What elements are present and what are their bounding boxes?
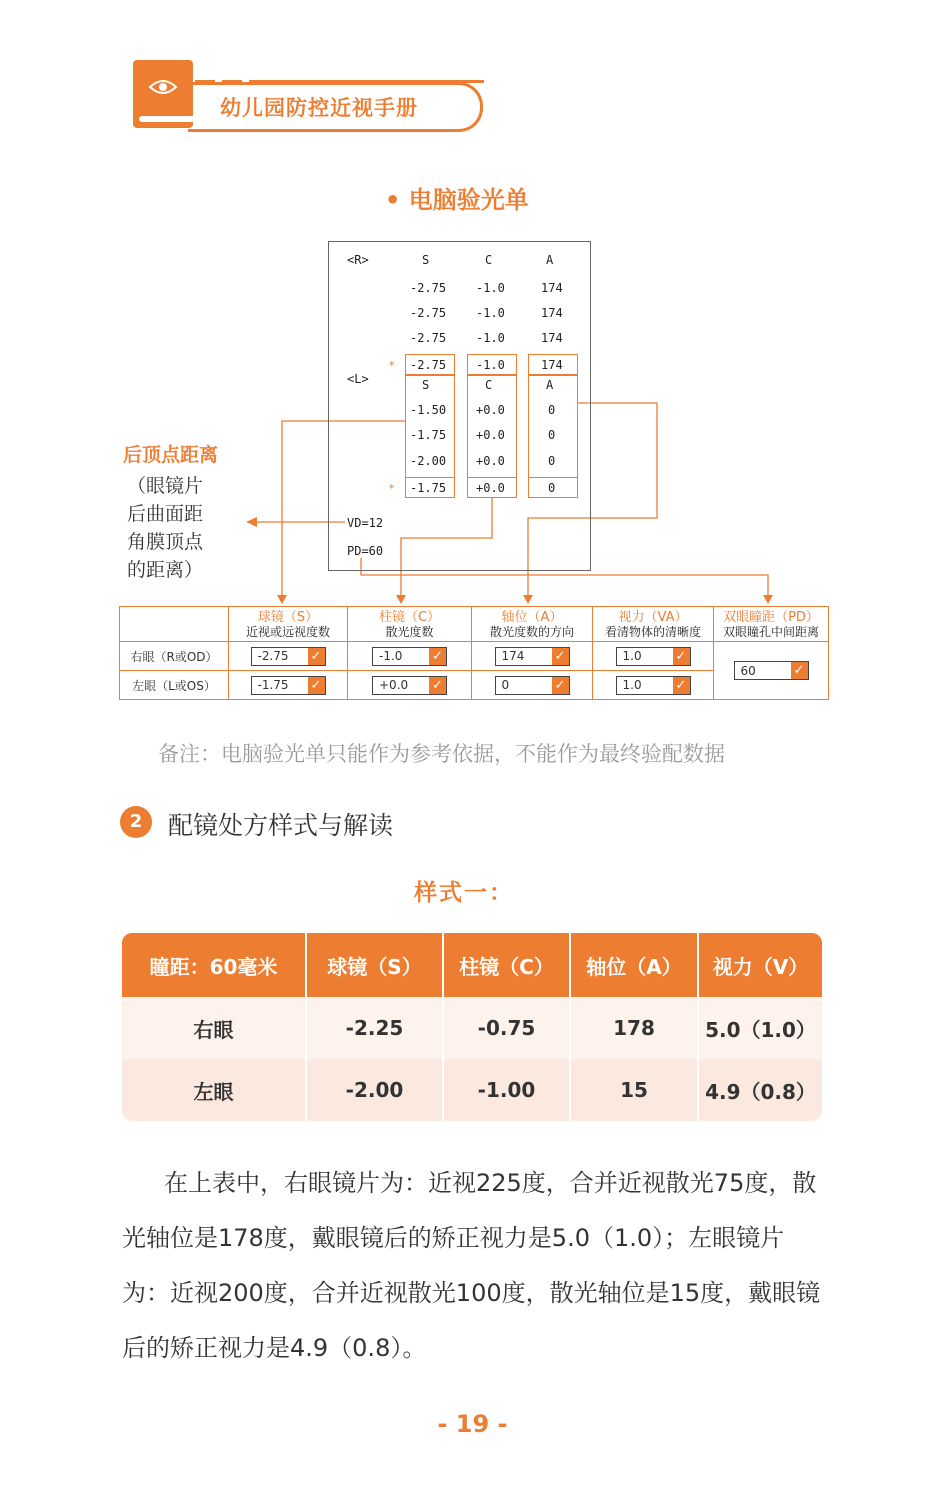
r-row2-c: -1.0 (476, 306, 505, 320)
row-label-right: 右眼（R或OD） (120, 642, 229, 671)
check-icon: ✓ (552, 677, 569, 694)
l-row3-a: 0 (548, 454, 556, 468)
l-avg-a: 0 (548, 481, 556, 495)
vertex-distance-label: 后顶点距离 (123, 444, 219, 466)
row-cylinder: -0.75 (443, 997, 570, 1059)
header-acuity: 视力（VA） 看清物体的清晰度 (593, 607, 714, 642)
l-row2-a: 0 (548, 428, 556, 442)
check-icon: ✓ (429, 648, 446, 665)
l-row3-s: -2.00 (410, 454, 447, 468)
l-avg-s: -1.75 (410, 481, 447, 495)
l-row3-c: +0.0 (476, 454, 505, 468)
pd-value: PD=60 (347, 544, 384, 558)
check-icon: ✓ (552, 648, 569, 665)
l-col-s: S (422, 378, 430, 392)
pd-value-cell: 60 ✓ (734, 661, 809, 680)
right-acuity-value: 1.0 ✓ (616, 647, 691, 666)
l-avg-c: +0.0 (476, 481, 505, 495)
section-number: 2 (120, 806, 152, 838)
col-a: A (546, 253, 554, 267)
r-avg-a: 174 (541, 358, 563, 372)
r-row2-s: -2.75 (410, 306, 447, 320)
left-cylinder-value: +0.0 ✓ (372, 676, 447, 695)
row-cylinder: -1.00 (443, 1059, 570, 1121)
l-row2-s: -1.75 (410, 428, 447, 442)
r-avg-s: -2.75 (410, 358, 447, 372)
left-eye-label: <L> (347, 372, 369, 386)
col-s: S (422, 253, 430, 267)
l-row1-s: -1.50 (410, 403, 447, 417)
style-title: 样式一： (414, 880, 514, 906)
section-title: • 电脑验光单 (385, 186, 529, 214)
remark-note: 备注：电脑验光单只能作为参考依据，不能作为最终验配数据 (158, 742, 725, 766)
r-row3-a: 174 (541, 331, 563, 345)
right-axis-value: 174 ✓ (495, 647, 570, 666)
vd-value: VD=12 (347, 516, 384, 530)
row-eye: 左眼 (122, 1059, 306, 1121)
check-icon: ✓ (791, 662, 808, 679)
header-sphere: 球镜（S） 近视或远视度数 (229, 607, 348, 642)
l-row2-c: +0.0 (476, 428, 505, 442)
r-row3-c: -1.0 (476, 331, 505, 345)
row-acuity: 4.9（0.8） (698, 1059, 822, 1121)
header-title: 幼儿园防控近视手册 (220, 96, 418, 120)
check-icon: ✓ (673, 677, 690, 694)
table-row (122, 1059, 822, 1121)
prescription-table (122, 933, 822, 1121)
r-row2-a: 174 (541, 306, 563, 320)
row-eye: 右眼 (122, 997, 306, 1059)
right-cylinder-value: -1.0 ✓ (372, 647, 447, 666)
row-sphere: -2.25 (306, 997, 443, 1059)
explanation-paragraph: 在上表中，右眼镜片为：近视225度，合并近视散光75度，散光轴位是178度，戴眼镜后的矫正视力是5.0（1.0）；左眼镜片为：近视200度，合并近视散光100度，散光轴位是15度，戴眼镜后的矫正视力是4.9（0.8）。 (122, 1169, 821, 1362)
col-header-pd: 瞳距：60毫米 (122, 933, 306, 997)
check-icon: ✓ (308, 677, 325, 694)
table-row (122, 997, 822, 1059)
l-col-c: C (485, 378, 493, 392)
row-axis: 178 (570, 997, 698, 1059)
left-axis-value: 0 ✓ (495, 676, 570, 695)
left-sphere-value: -1.75 ✓ (251, 676, 326, 695)
col-header-cylinder: 柱镜（C） (443, 933, 570, 997)
col-c: C (485, 253, 493, 267)
corner-cell (120, 607, 229, 642)
check-icon: ✓ (673, 648, 690, 665)
col-header-sphere: 球镜（S） (306, 933, 443, 997)
right-sphere-value: -2.75 ✓ (251, 647, 326, 666)
check-icon: ✓ (308, 648, 325, 665)
r-row1-a: 174 (541, 281, 563, 295)
row-acuity: 5.0（1.0） (698, 997, 822, 1059)
row-sphere: -2.00 (306, 1059, 443, 1121)
header-axis: 轴位（A） 散光度数的方向 (472, 607, 593, 642)
row-axis: 15 (570, 1059, 698, 1121)
col-header-axis: 轴位（A） (570, 933, 698, 997)
star-mark: * (389, 482, 395, 495)
header-cylinder: 柱镜（C） 散光度数 (348, 607, 472, 642)
r-row1-c: -1.0 (476, 281, 505, 295)
col-header-acuity: 视力（V） (698, 933, 822, 997)
right-eye-label: <R> (347, 253, 369, 267)
l-col-a: A (546, 378, 554, 392)
star-mark: * (389, 359, 395, 372)
left-acuity-value: 1.0 ✓ (616, 676, 691, 695)
section-heading: 配镜处方样式与解读 (168, 811, 394, 840)
header-pd: 双眼瞳距（PD） 双眼瞳孔中间距离 (714, 607, 829, 642)
page-number: - 19 - (437, 1410, 508, 1438)
prescription-diagram-table (119, 606, 829, 700)
r-row3-s: -2.75 (410, 331, 447, 345)
row-label-left: 左眼（L或OS） (120, 671, 229, 700)
check-icon: ✓ (429, 677, 446, 694)
l-row1-a: 0 (548, 403, 556, 417)
l-row1-c: +0.0 (476, 403, 505, 417)
r-row1-s: -2.75 (410, 281, 447, 295)
vertex-distance-note: （眼镜片 后曲面距 角膜顶点 的距离） (127, 475, 204, 581)
r-avg-c: -1.0 (476, 358, 505, 372)
